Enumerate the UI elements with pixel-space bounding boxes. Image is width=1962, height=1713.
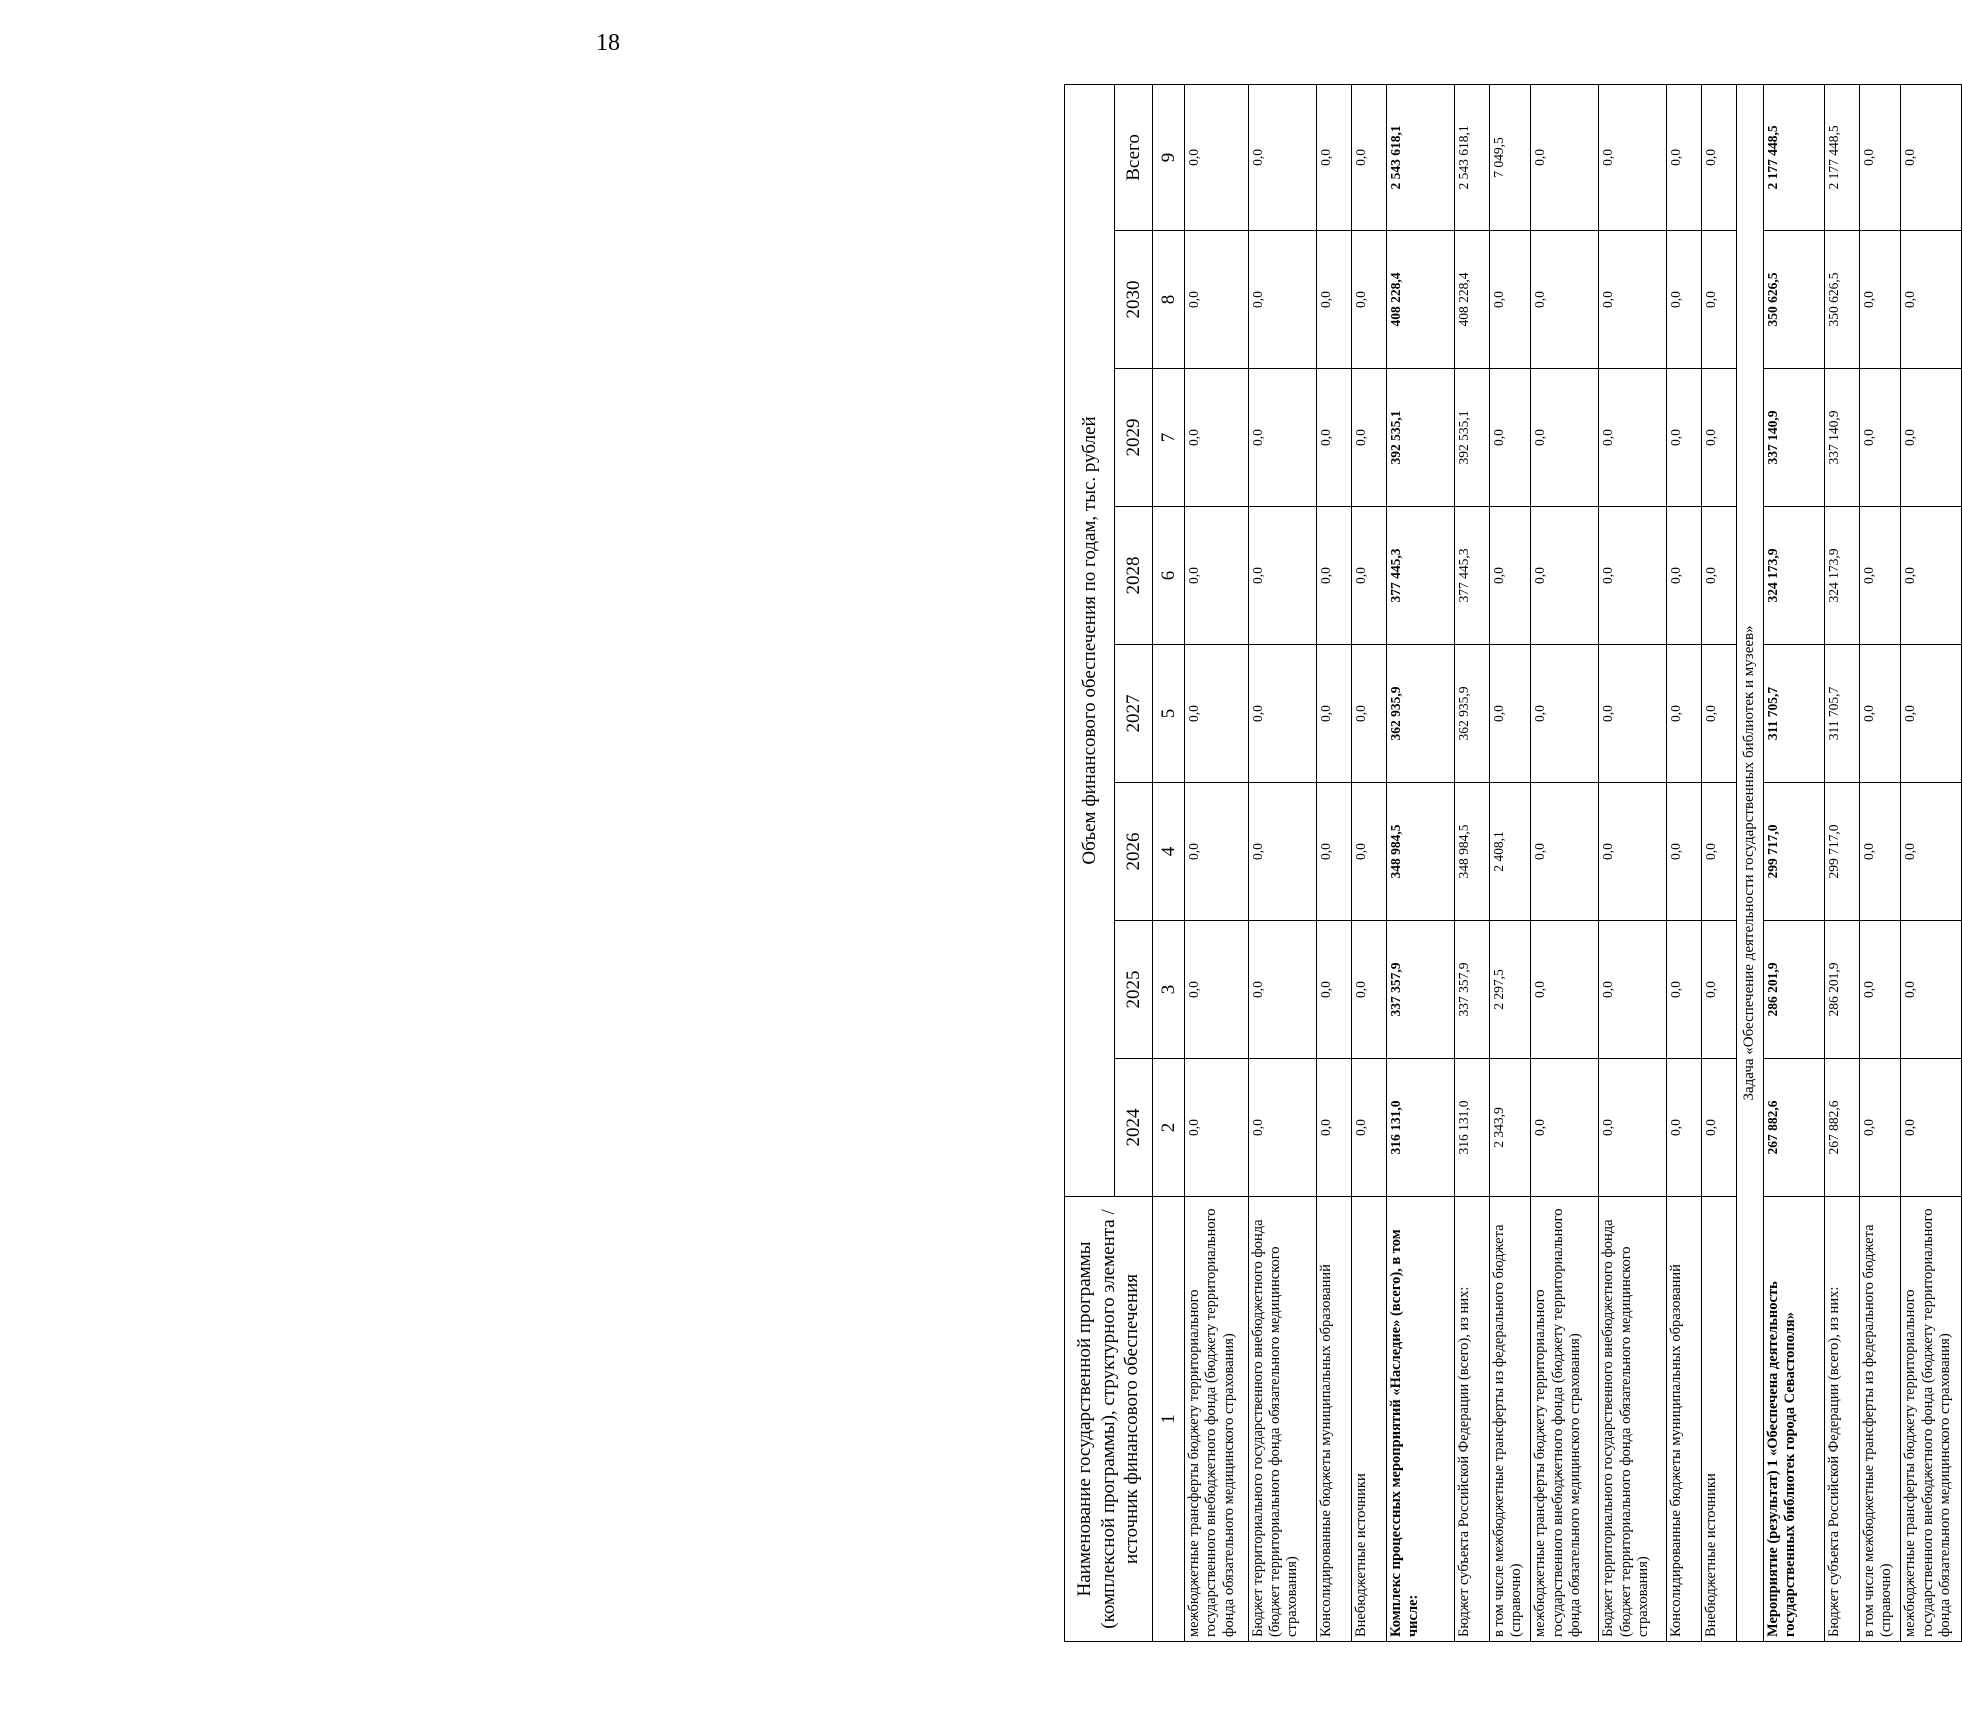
value-cell: 0,0	[1351, 369, 1386, 507]
value-cell: 0,0	[1702, 921, 1737, 1059]
value-cell: 0,0	[1702, 783, 1737, 921]
value-cell: 324 173,9	[1763, 507, 1824, 645]
section-row	[1737, 84, 1763, 1641]
value-cell: 0,0	[1489, 645, 1530, 783]
value-cell: 0,0	[1860, 1059, 1901, 1197]
value-cell: 392 535,1	[1454, 369, 1489, 507]
row-label: Бюджет территориального государственного внебюджетного фонда (бюджет территориального фонда обязательного медицинского страхования)	[1599, 1197, 1667, 1642]
table-row	[1531, 84, 1599, 1641]
table-row	[1667, 84, 1702, 1641]
total-value-cell: 0,0	[1185, 84, 1249, 230]
value-cell: 408 228,4	[1386, 231, 1454, 369]
value-cell: 0,0	[1860, 783, 1901, 921]
section-title: Задача «Обеспечение деятельности государственных библиотек и музеев»	[1737, 84, 1763, 1641]
total-value-cell: 2 543 618,1	[1454, 84, 1489, 230]
value-cell: 0,0	[1248, 231, 1316, 369]
value-cell: 0,0	[1351, 783, 1386, 921]
value-cell: 0,0	[1185, 507, 1249, 645]
section-body	[1737, 84, 1763, 1641]
value-cell: 362 935,9	[1386, 645, 1454, 783]
value-cell: 350 626,5	[1824, 231, 1859, 369]
total-value-cell: 0,0	[1351, 84, 1386, 230]
table-row	[1901, 84, 1962, 1641]
value-cell: 408 228,4	[1454, 231, 1489, 369]
value-cell: 0,0	[1531, 369, 1599, 507]
value-cell: 0,0	[1531, 231, 1599, 369]
rotated-table-container	[1064, 85, 1962, 1642]
value-cell: 0,0	[1667, 783, 1702, 921]
row-label: Комплекс процессных мероприятий «Наследие» (всего), в том числе:	[1386, 1197, 1454, 1642]
value-cell: 0,0	[1351, 231, 1386, 369]
value-cell: 286 201,9	[1763, 921, 1824, 1059]
value-cell: 0,0	[1599, 921, 1667, 1059]
value-cell: 0,0	[1316, 1059, 1351, 1197]
value-cell: 0,0	[1901, 921, 1962, 1059]
row-label: межбюджетные трансферты бюджету территориального государственного внебюджетного фонда (бюджету территориального фонда обязательного медицинского страхования)	[1531, 1197, 1599, 1642]
row-label: Консолидированные бюджеты муниципальных образований	[1667, 1197, 1702, 1642]
table-row	[1824, 84, 1859, 1641]
value-cell: 0,0	[1185, 231, 1249, 369]
name-column-header: Наименование государственной программы (комплексной программы), структурного элемента / источник финансового обеспечения	[1065, 1197, 1153, 1642]
value-cell: 0,0	[1599, 231, 1667, 369]
value-cell: 337 140,9	[1763, 369, 1824, 507]
value-cell: 0,0	[1248, 507, 1316, 645]
total-value-cell: 0,0	[1531, 84, 1599, 230]
value-cell: 0,0	[1599, 507, 1667, 645]
value-cell: 0,0	[1351, 645, 1386, 783]
value-cell: 0,0	[1667, 231, 1702, 369]
value-cell: 299 717,0	[1763, 783, 1824, 921]
value-cell: 0,0	[1316, 507, 1351, 645]
year-header: 2029	[1115, 369, 1153, 507]
table-row	[1599, 84, 1667, 1641]
value-cell: 348 984,5	[1386, 783, 1454, 921]
value-cell: 0,0	[1531, 921, 1599, 1059]
value-cell: 350 626,5	[1763, 231, 1824, 369]
total-value-cell: 0,0	[1901, 84, 1962, 230]
table-row	[1386, 84, 1454, 1641]
total-value-cell: 2 177 448,5	[1763, 84, 1824, 230]
column-number: 2	[1153, 1059, 1185, 1197]
row-label: Бюджет субъекта Российской Федерации (всего), из них:	[1824, 1197, 1859, 1642]
value-cell: 0,0	[1901, 1059, 1962, 1197]
value-cell: 0,0	[1185, 645, 1249, 783]
value-cell: 299 717,0	[1824, 783, 1859, 921]
value-cell: 0,0	[1316, 369, 1351, 507]
value-cell: 2 297,5	[1489, 921, 1530, 1059]
value-cell: 0,0	[1316, 231, 1351, 369]
row-label: Бюджет субъекта Российской Федерации (всего), из них:	[1454, 1197, 1489, 1642]
value-cell: 2 408,1	[1489, 783, 1530, 921]
value-cell: 2 343,9	[1489, 1059, 1530, 1197]
row-label: в том числе межбюджетные трансферты из федерального бюджета (справочно)	[1489, 1197, 1530, 1642]
value-cell: 0,0	[1901, 231, 1962, 369]
column-number-row	[1153, 84, 1185, 1641]
value-cell: 0,0	[1860, 507, 1901, 645]
value-cell: 0,0	[1667, 921, 1702, 1059]
financing-table	[1064, 84, 1962, 1642]
table-row	[1489, 84, 1530, 1641]
column-number: 4	[1153, 783, 1185, 921]
total-value-cell: 0,0	[1316, 84, 1351, 230]
value-cell: 0,0	[1860, 921, 1901, 1059]
total-value-cell: 0,0	[1860, 84, 1901, 230]
total-value-cell: 2 543 618,1	[1386, 84, 1454, 230]
value-cell: 0,0	[1351, 921, 1386, 1059]
value-cell: 0,0	[1901, 783, 1962, 921]
value-cell: 0,0	[1531, 645, 1599, 783]
value-cell: 324 173,9	[1824, 507, 1859, 645]
table-row	[1702, 84, 1737, 1641]
value-cell: 0,0	[1702, 645, 1737, 783]
value-cell: 0,0	[1531, 783, 1599, 921]
value-cell: 0,0	[1667, 507, 1702, 645]
value-cell: 377 445,3	[1386, 507, 1454, 645]
value-cell: 337 357,9	[1386, 921, 1454, 1059]
value-cell: 267 882,6	[1763, 1059, 1824, 1197]
year-header: 2025	[1115, 921, 1153, 1059]
value-cell: 0,0	[1702, 507, 1737, 645]
value-cell: 337 357,9	[1454, 921, 1489, 1059]
value-cell: 0,0	[1667, 369, 1702, 507]
value-cell: 0,0	[1599, 369, 1667, 507]
row-label: Консолидированные бюджеты муниципальных образований	[1316, 1197, 1351, 1642]
page-number: 18	[596, 30, 620, 56]
column-number: 1	[1153, 1197, 1185, 1642]
value-cell: 0,0	[1667, 1059, 1702, 1197]
value-cell: 392 535,1	[1386, 369, 1454, 507]
value-cell: 0,0	[1860, 645, 1901, 783]
value-cell: 316 131,0	[1386, 1059, 1454, 1197]
value-cell: 0,0	[1248, 369, 1316, 507]
value-cell: 0,0	[1351, 1059, 1386, 1197]
column-number: 3	[1153, 921, 1185, 1059]
value-cell: 0,0	[1702, 231, 1737, 369]
value-cell: 0,0	[1599, 1059, 1667, 1197]
total-header: Всего	[1115, 84, 1153, 230]
row-label: межбюджетные трансферты бюджету территориального государственного внебюджетного фонда (бюджету территориального фонда обязательного медицинского страхования)	[1901, 1197, 1962, 1642]
table-row	[1454, 84, 1489, 1641]
value-cell: 0,0	[1316, 645, 1351, 783]
value-cell: 0,0	[1185, 1059, 1249, 1197]
row-label: Бюджет территориального государственного внебюджетного фонда (бюджет территориального фонда обязательного медицинского страхования)	[1248, 1197, 1316, 1642]
header-row-1	[1065, 84, 1115, 1641]
value-cell: 0,0	[1667, 645, 1702, 783]
value-cell: 0,0	[1316, 783, 1351, 921]
value-cell: 0,0	[1901, 507, 1962, 645]
total-value-cell: 0,0	[1667, 84, 1702, 230]
value-cell: 0,0	[1185, 921, 1249, 1059]
table-row	[1185, 84, 1249, 1641]
table-row	[1860, 84, 1901, 1641]
value-cell: 0,0	[1599, 645, 1667, 783]
total-value-cell: 0,0	[1599, 84, 1667, 230]
value-cell: 311 705,7	[1763, 645, 1824, 783]
value-cell: 0,0	[1599, 783, 1667, 921]
year-header: 2026	[1115, 783, 1153, 921]
value-cell: 377 445,3	[1454, 507, 1489, 645]
value-cell: 0,0	[1901, 645, 1962, 783]
value-cell: 267 882,6	[1824, 1059, 1859, 1197]
value-cell: 0,0	[1702, 369, 1737, 507]
column-number: 7	[1153, 369, 1185, 507]
value-cell: 316 131,0	[1454, 1059, 1489, 1197]
value-cell: 0,0	[1248, 921, 1316, 1059]
total-value-cell: 2 177 448,5	[1824, 84, 1859, 230]
value-cell: 362 935,9	[1454, 645, 1489, 783]
row-label: Мероприятие (результат) 1 «Обеспечена деятельность государственных библиотек города Севастополя»	[1763, 1197, 1824, 1642]
value-cell: 0,0	[1531, 1059, 1599, 1197]
volume-header: Объем финансового обеспечения по годам, тыс. рублей	[1065, 84, 1115, 1196]
total-value-cell: 0,0	[1702, 84, 1737, 230]
value-cell: 311 705,7	[1824, 645, 1859, 783]
value-cell: 0,0	[1248, 1059, 1316, 1197]
table-row	[1763, 84, 1824, 1641]
value-cell: 286 201,9	[1824, 921, 1859, 1059]
total-value-cell: 7 049,5	[1489, 84, 1530, 230]
column-number: 9	[1153, 84, 1185, 230]
row-label: межбюджетные трансферты бюджету территориального государственного внебюджетного фонда (бюджету территориального фонда обязательного медицинского страхования)	[1185, 1197, 1249, 1642]
column-number: 5	[1153, 645, 1185, 783]
value-cell: 0,0	[1702, 1059, 1737, 1197]
value-cell: 0,0	[1185, 369, 1249, 507]
table-row	[1351, 84, 1386, 1641]
column-number: 6	[1153, 507, 1185, 645]
value-cell: 0,0	[1901, 369, 1962, 507]
value-cell: 0,0	[1860, 231, 1901, 369]
year-header: 2028	[1115, 507, 1153, 645]
value-cell: 0,0	[1351, 507, 1386, 645]
table-row	[1316, 84, 1351, 1641]
value-cell: 0,0	[1489, 231, 1530, 369]
value-cell: 0,0	[1489, 507, 1530, 645]
value-cell: 0,0	[1248, 645, 1316, 783]
table-body-top	[1185, 84, 1737, 1641]
value-cell: 0,0	[1531, 507, 1599, 645]
value-cell: 348 984,5	[1454, 783, 1489, 921]
year-header: 2024	[1115, 1059, 1153, 1197]
value-cell: 337 140,9	[1824, 369, 1859, 507]
value-cell: 0,0	[1185, 783, 1249, 921]
column-number: 8	[1153, 231, 1185, 369]
year-header: 2027	[1115, 645, 1153, 783]
value-cell: 0,0	[1860, 369, 1901, 507]
value-cell: 0,0	[1489, 369, 1530, 507]
table-body-bottom	[1763, 84, 1961, 1641]
value-cell: 0,0	[1248, 783, 1316, 921]
total-value-cell: 0,0	[1248, 84, 1316, 230]
row-label: в том числе межбюджетные трансферты из федерального бюджета (справочно)	[1860, 1197, 1901, 1642]
row-label: Внебюджетные источники	[1702, 1197, 1737, 1642]
year-header: 2030	[1115, 231, 1153, 369]
value-cell: 0,0	[1316, 921, 1351, 1059]
table-row	[1248, 84, 1316, 1641]
row-label: Внебюджетные источники	[1351, 1197, 1386, 1642]
